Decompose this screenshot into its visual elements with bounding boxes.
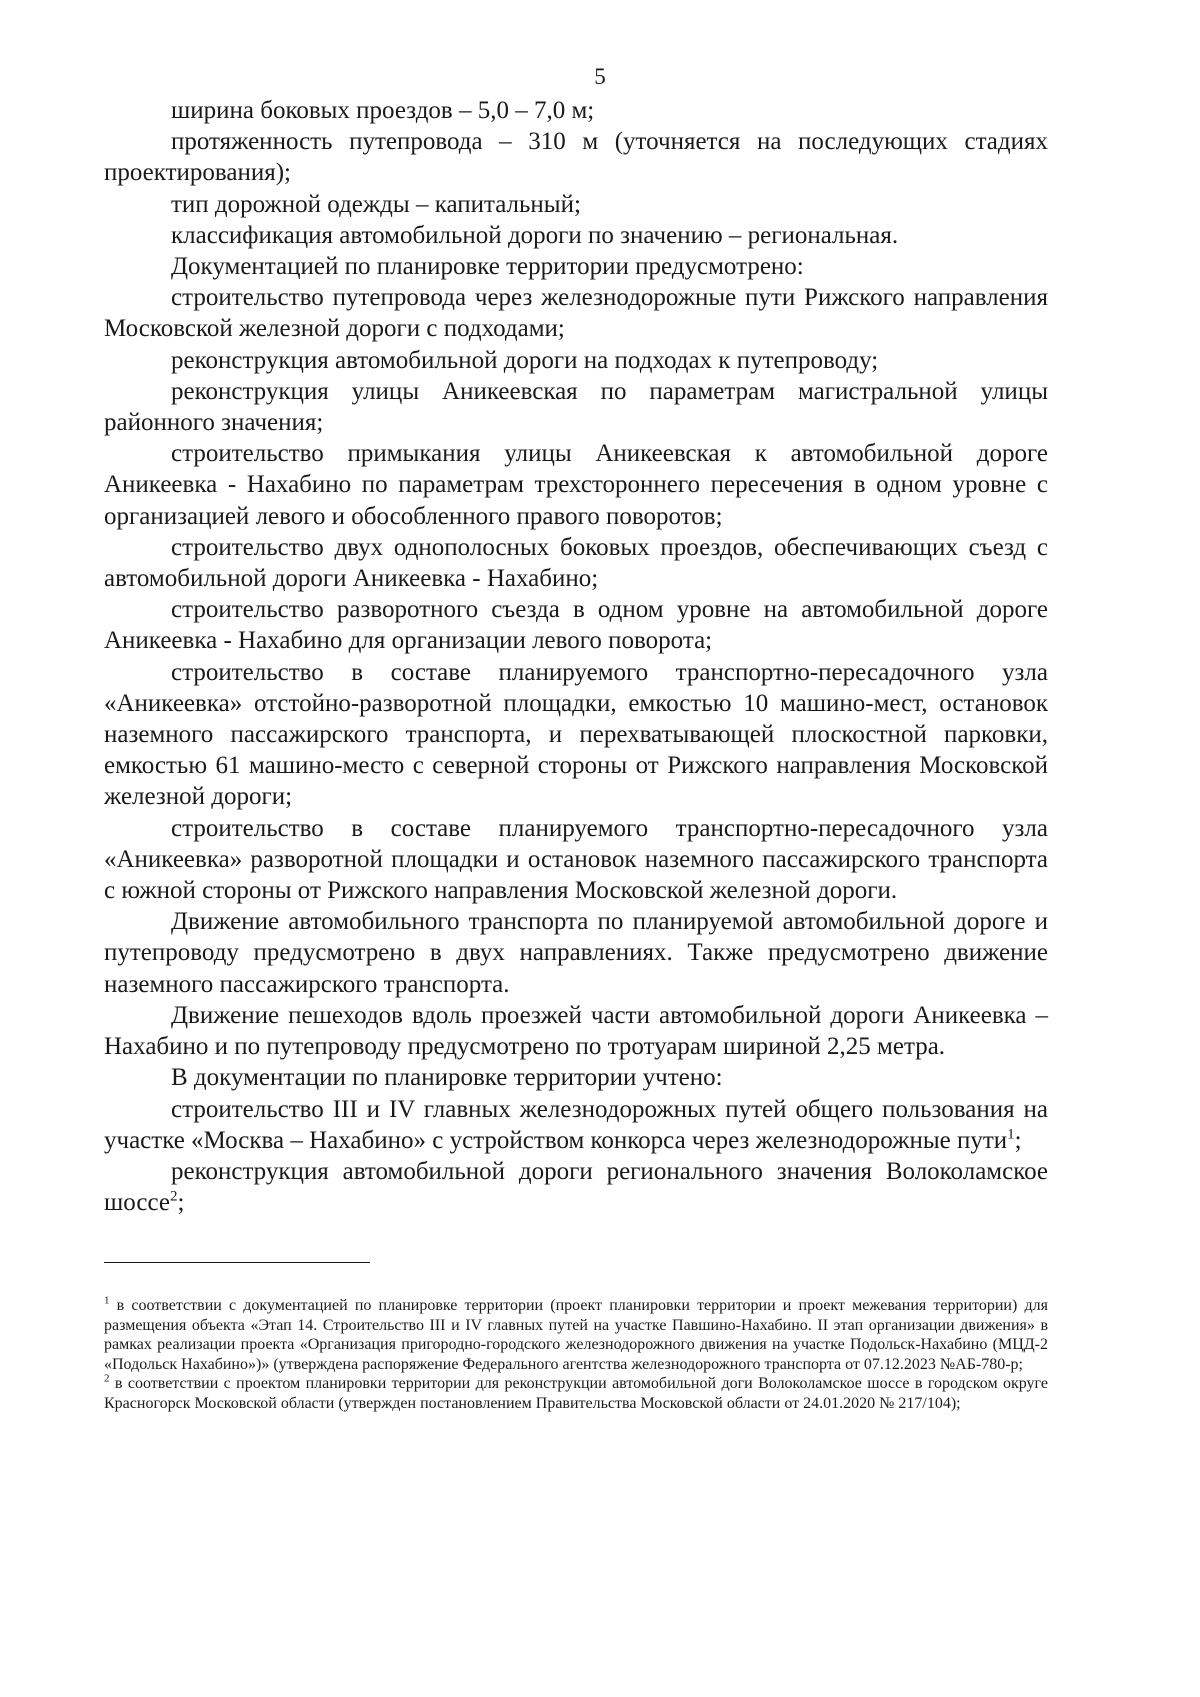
- paragraph-road-classification: классификация автомобильной дороги по значению – региональная.: [171, 221, 899, 249]
- paragraph-u-turn-construction: строительство разворотного съезда в одном уровне на автомобильной дороге Аникеевка - Нахабино для организации левого поворота;: [104, 596, 1048, 655]
- paragraph-overpass-length: протяженность путепровода – 310 м (уточняется на последующих стадиях проектирования);: [104, 128, 1048, 187]
- footnote-1: [104, 1296, 1048, 1374]
- paragraph-accounted-intro: В документации по планировке территории учтено:: [171, 1064, 723, 1092]
- paragraph-vehicle-traffic: Движение автомобильного транспорта по планируемой автомобильной дороге и путепроводу предусмотрено в двух направлениях. Также предусмотрено движение наземного пассажирского транспорта.: [104, 908, 1048, 998]
- footnote-2: [104, 1374, 1048, 1413]
- rail-tracks-text: строительство III и IV главных железнодорожных путей общего пользования на участке «Москва – Нахабино» с устройством конкорса через железнодорожные пути: [104, 1095, 1048, 1154]
- paragraph-overpass-construction: строительство путепровода через железнодорожные пути Рижского направления Московской железной дороги с подходами;: [104, 284, 1048, 343]
- rail-tracks-end: ;: [1014, 1126, 1022, 1154]
- footnote-1-text: в соответствии с документацией по планировке территории (проект планировки территории и проект межевания территории) для размещения объекта «Этап 14. Строительство III и IV главных путей на участке Павшино-Нахабино. II этап организации движения» в рамках реализации проекта «Организация пригородно-городского железнодорожного движения на участке Подольск-Нахабино (МЦД-2 «Подольск Нахабино»)» (утверждена распоряжение Федерального агентства железнодорожного транспорта от 07.12.2023 №АБ-780-р;: [104, 1297, 1048, 1373]
- paragraph-pedestrian-traffic: Движение пешеходов вдоль проезжей части автомобильной дороги Аникеевка – Нахабино и по путепроводу предусмотрено по тротуарам шириной 2,25 метра.: [104, 1001, 1048, 1061]
- paragraph-tpu-north: строительство в составе планируемого транспортно-пересадочного узла «Аникеевка» отстойно-разворотной площадки, емкостью 10 машино-мест, остановок наземного пассажирского транспорта, и перехватывающей плоскостной парковки, емкостью 61 машино-место с северной стороны от Рижского направления Московской железной дороги;: [104, 658, 1048, 811]
- footnote-separator: [104, 1262, 370, 1263]
- footnote-ref-2: 2: [169, 1188, 178, 1205]
- footnote-ref-1: 1: [1007, 1126, 1015, 1143]
- paragraph-tpu-south: строительство в составе планируемого транспортно-пересадочного узла «Аникеевка» разворотной площадки и остановок наземного пассажирского транспорта с южной стороны от Рижского направления Московской железной дороги.: [104, 814, 1048, 905]
- paragraph-rail-tracks: [104, 1094, 1048, 1156]
- paragraph-approach-reconstruction: реконструкция автомобильной дороги на подходах к путепроводу;: [171, 346, 879, 374]
- footnote-2-marker: 2: [104, 1373, 110, 1386]
- paragraph-side-lanes-width: ширина боковых проездов – 5,0 – 7,0 м;: [171, 97, 595, 124]
- paragraph-pavement-type: тип дорожной одежды – капитальный;: [171, 190, 581, 218]
- paragraph-side-lanes-construction: строительство двух однополосных боковых проездов, обеспечивающих съезд с автомобильной дороги Аникеевка - Нахабино;: [104, 533, 1048, 593]
- footnote-2-text: в соответствии с проектом планировки территории для реконструкции автомобильной доги Волоколамское шоссе в городском округе Красногорск Московской области (утвержден постановлением Правительства Московской области от 24.01.2020 № 217/104);: [104, 1375, 1048, 1412]
- paragraph-junction-construction: строительство примыкания улицы Аникеевская к автомобильной дороге Аникеевка - Нахабино по параметрам трехстороннего пересечения в одном уровне с организацией левого и обособленного правого поворотов;: [104, 440, 1048, 530]
- body-text: [104, 95, 1048, 1218]
- footnotes: [104, 1296, 1048, 1414]
- page-number: 5: [594, 64, 606, 89]
- volokolamsk-text: реконструкция автомобильной дороги регионального значения Волоколамское шоссе: [104, 1157, 1048, 1217]
- paragraph-planning-intro: Документацией по планировке территории предусмотрено:: [171, 253, 804, 281]
- footnote-1-marker: 1: [104, 1294, 110, 1307]
- volokolamsk-end: ;: [177, 1189, 185, 1217]
- paragraph-volokolamsk-highway: [104, 1156, 1048, 1218]
- paragraph-street-reconstruction: реконструкция улицы Аникеевская по параметрам магистральной улицы районного значения;: [104, 377, 1048, 437]
